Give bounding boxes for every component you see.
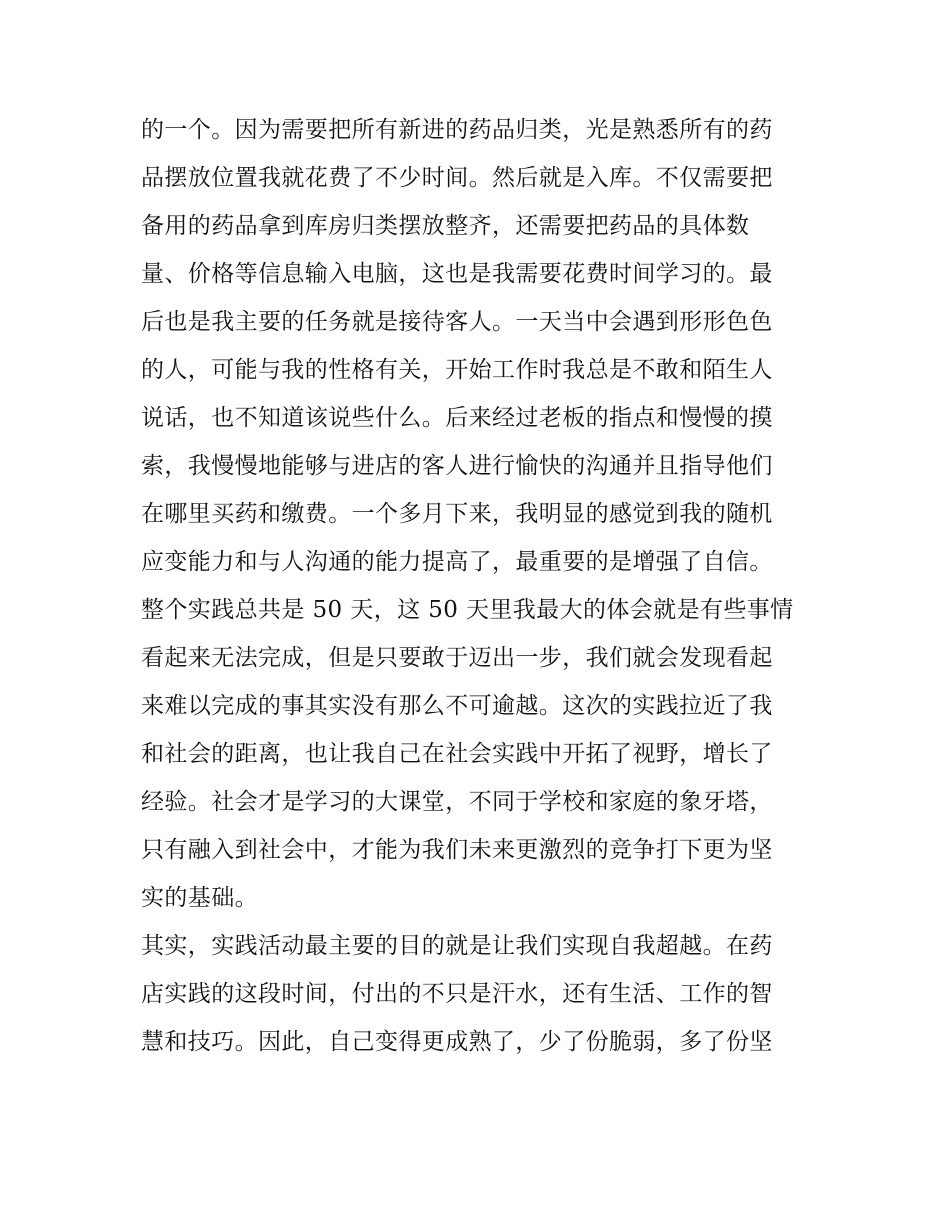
text-line: 看起来无法完成，但是只要敢于迈出一步，我们就会发现看起 [141,645,773,671]
text-line: 实的基础。 [141,885,258,911]
body-text [141,106,821,1066]
text-line: 量、价格等信息输入电脑，这也是我需要花费时间学习的。最 [141,261,773,287]
text-line: 只有融入到社会中，才能为我们未来更激烈的竞争打下更为坚 [141,837,773,863]
text-line: 的人，可能与我的性格有关，开始工作时我总是不敢和陌生人 [141,357,773,383]
text-line: 的一个。因为需要把所有新进的药品归类，光是熟悉所有的药 [141,117,773,143]
text-line: 经验。社会才是学习的大课堂，不同于学校和家庭的象牙塔， [141,789,773,815]
text-line: 慧和技巧。因此，自己变得更成熟了，少了份脆弱，多了份坚 [141,1029,773,1055]
text-line: 店实践的这段时间，付出的不只是汗水，还有生活、工作的智 [141,981,773,1007]
text-line: 来难以完成的事其实没有那么不可逾越。这次的实践拉近了我 [141,693,773,719]
text-line: 索，我慢慢地能够与进店的客人进行愉快的沟通并且指导他们 [141,453,773,479]
text-line: 和社会的距离，也让我自己在社会实践中开拓了视野，增长了 [141,741,773,767]
text-line: 备用的药品拿到库房归类摆放整齐，还需要把药品的具体数 [141,213,750,239]
text-line: 品摆放位置我就花费了不少时间。然后就是入库。不仅需要把 [141,165,773,191]
text-line: 其实，实践活动最主要的目的就是让我们实现自我超越。在药 [141,933,773,959]
text-line: 整个实践总共是 50 天，这 50 天里我最大的体会就是有些事情 [141,597,794,623]
text-line: 应变能力和与人沟通的能力提高了，最重要的是增强了自信。 [141,549,773,575]
text-line: 后也是我主要的任务就是接待客人。一天当中会遇到形形色色 [141,309,773,335]
text-line: 说话，也不知道该说些什么。后来经过老板的指点和慢慢的摸 [141,405,773,431]
text-line: 在哪里买药和缴费。一个多月下来，我明显的感觉到我的随机 [141,501,773,527]
